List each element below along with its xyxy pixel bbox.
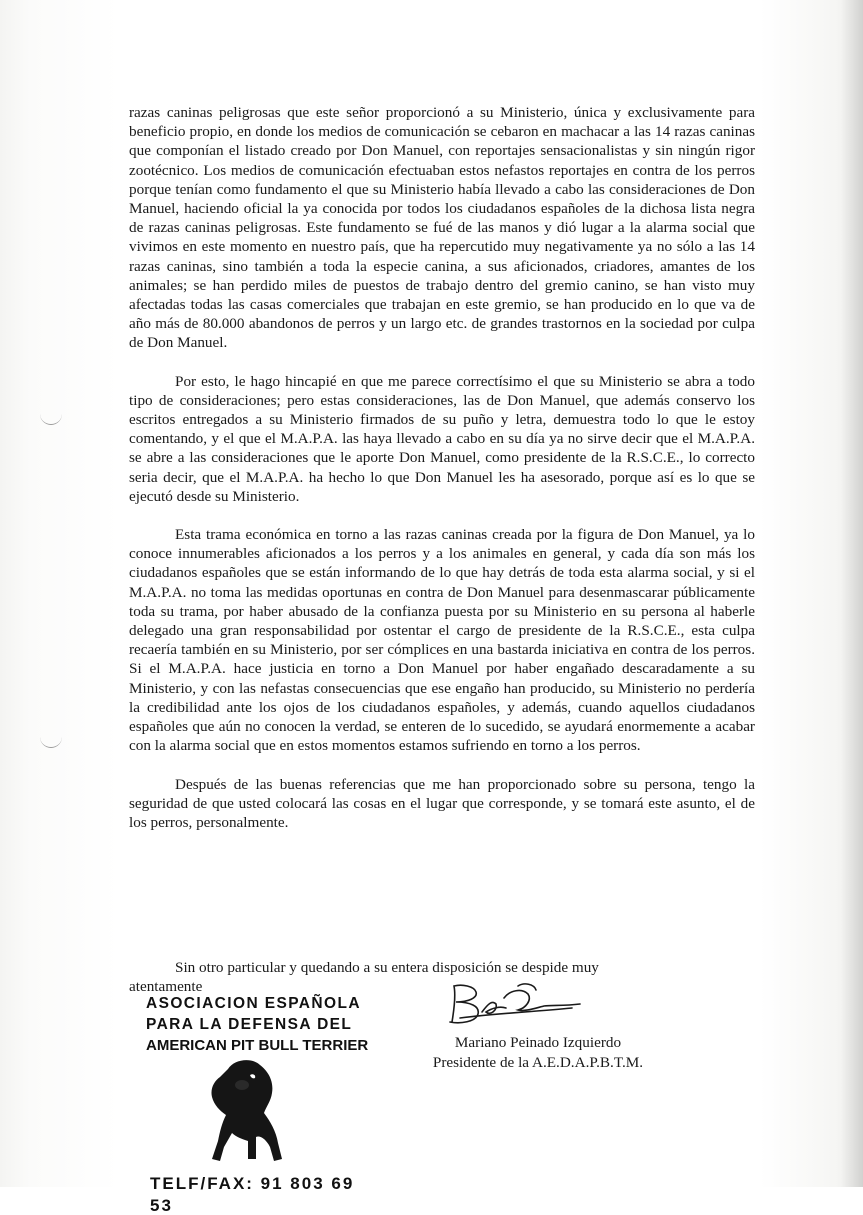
stamp-line: AMERICAN PIT BULL TERRIER [146,1037,369,1054]
stamp-line: PARA LA DEFENSA DEL [146,1016,353,1033]
closing-line: Sin otro particular y quedando a su entera disposición se despide muy [175,959,599,976]
letter-paragraph: Por esto, le hago hincapié en que me parece correctísimo el que su Ministerio se abra a todo tipo de consideraciones; pero estas consideraciones, las de Don Manuel, que además conservo los escritos entregados a su Ministerio firmados de su puño y letra, demuestra todo lo que le estoy comentando, y el que el M.A.P.A. las haya llevado a cabo en su día ya no sirve decir que el M.A.P.A. se abre a las consideraciones que le aporte Don Manuel, como presidente de la R.S.C.E., lo correcto seria decir, que el M.A.P.A. ha hecho lo que Don Manuel les ha asesorado, porque así es lo que se ejecutó desde su Ministerio. [129,372,755,505]
page-shadow-edge [841,0,863,1187]
punch-hole-mark [40,737,62,748]
handwritten-signature [440,978,590,1030]
signer-title: Presidente de la A.E.D.A.P.B.T.M. [432,1054,644,1071]
letter-paragraph: Esta trama económica en torno a las razas caninas creada por la figura de Don Manuel, ya lo conoce innumerables aficionados a los perros y a los animales en general, y cada día son más los ciudadanos españoles que se están informando de lo que hay detrás de toda esta alarma social, y si el M.A.P.A. no toma las medidas oportunas en contra de Don Manuel para desenmascarar públicamente toda su trama, por haber abusado de la confianza puesta por su Ministerio en su persona al haberle delegado una gran responsabilidad por ostentar el cargo de presidente de la R.S.C.E., esta culpa recaería también en su Ministerio, por ser cómplices en una bastarda iniciativa en contra de los perros. Si el M.A.P.A. hace justicia en torno a Don Manuel por haber engañado descaradamente a su Ministerio, y con las nefastas consecuencias que ese engaño han producido, su Ministerio no perdería la credibilidad ante los ojos de los ciudadanos españoles, y además, cuando aquellos ciudadanos españoles que aún no conocen la verdad, se enteren de lo sucedido, se ayudará enormemente a acabar con la alarma social que en estos momentos estamos sufriendo en torno a los perros. [129,526,755,755]
punch-hole-mark [40,414,62,425]
stamp-phone [150,1166,380,1215]
dog-silhouette-logo [190,1055,300,1165]
signer-name: Mariano Peinado Izquierdo [454,1034,622,1051]
signer-block [408,1033,668,1073]
association-stamp [146,993,369,1056]
letter-paragraph: razas caninas peligrosas que este señor proporcionó a su Ministerio, única y exclusivamente para beneficio propio, en donde los medios de comunicación se cebaron en machacar a las 14 razas caninas que componían el listado creado por Don Manuel, con reportajes sensacionalistas y sin ningún rigor zootécnico. Los medios de comunicación efectuaban estos nefastos reportajes en contra de los perros porque tenían como fundamento el que su Ministerio había llevado a cabo las consideraciones de Don Manuel, haciendo oficial la ya conocida por todos los ciudadanos españoles de la dichosa lista negra de razas caninas peligrosas. Este fundamento se fué de las manos y dió lugar a la alarma social que vivimos en este momento en nuestro país, que ha repercutido muy negativamente ya no sólo a las 14 razas caninas, sino también a toda la especie canina, a sus aficionados, criadores, amantes de los animales; se han perdido miles de puestos de trabajo dentro del gremio canino, se han visto muy afectadas todas las casas comerciales que trabajan en este gremio, se han producido en lo que va de año más de 80.000 abandonos de perros y un largo etc. de grandes trastornos en la sociedad por culpa de Don Manuel. [129,104,755,352]
letter-paragraph: Después de las buenas referencias que me han proporcionado sobre su persona, tengo la seguridad de que usted colocará las cosas en el lugar que corresponde, y se tomará este asunto, el de los perros, personalmente. [129,775,755,831]
stamp-line: ASOCIACION ESPAÑOLA [146,995,361,1012]
phone-text: TELF/FAX: 91 803 69 53 [150,1174,355,1215]
closing-line: atentamente [129,978,203,996]
letter-body [129,103,755,832]
